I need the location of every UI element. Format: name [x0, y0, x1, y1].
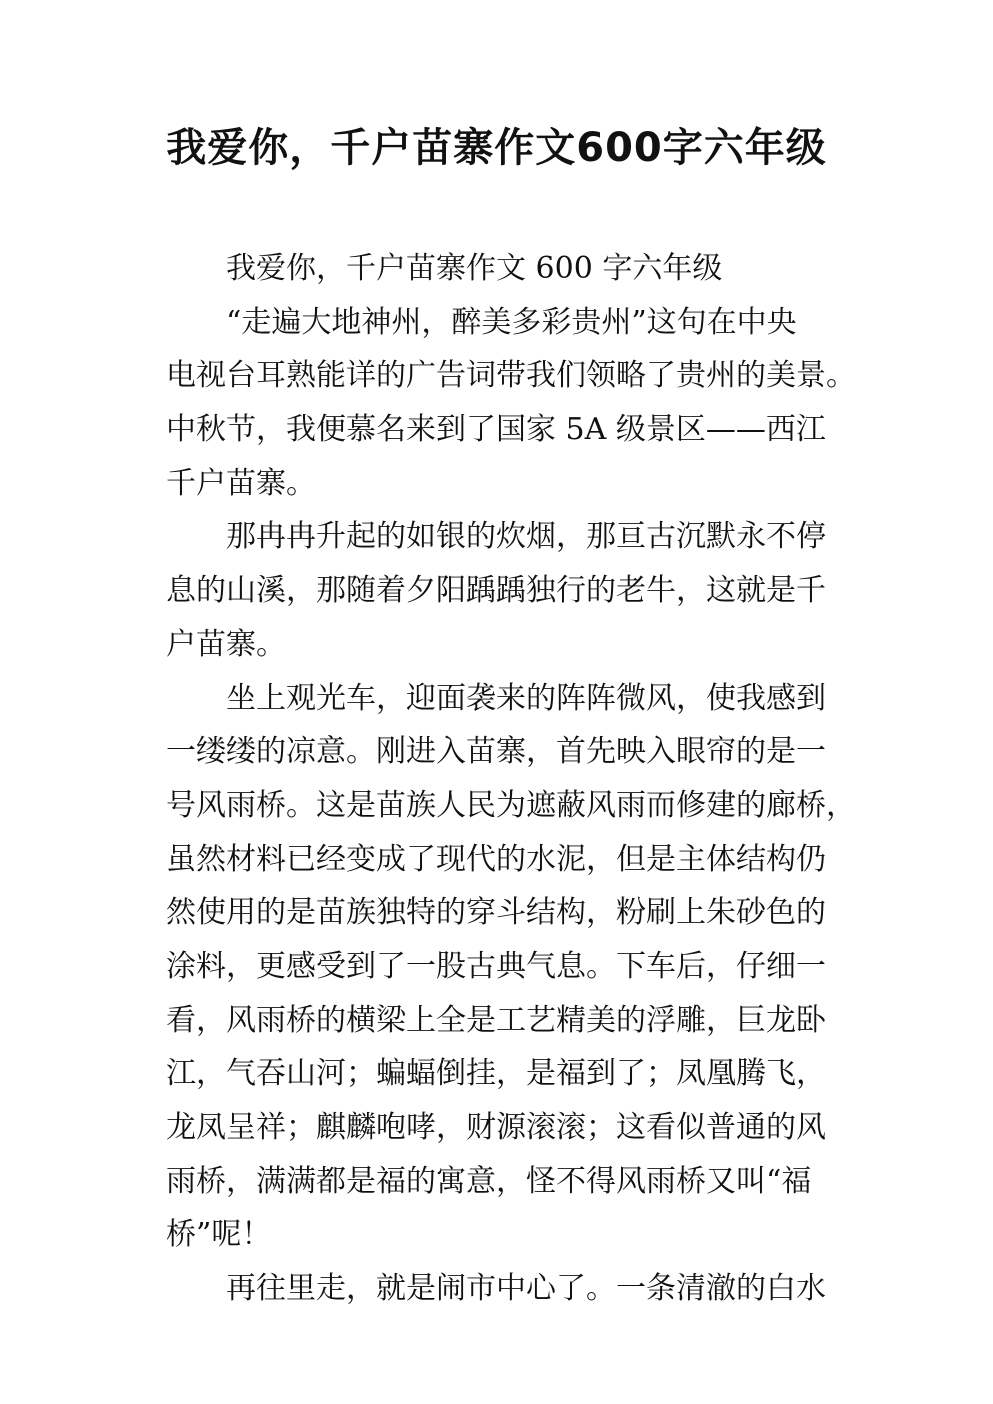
text-line: 然使用的是苗族独特的穿斗结构，粉刷上朱砂色的	[166, 895, 826, 931]
text-line: 息的山溪，那随着夕阳踽踽独行的老牛，这就是千	[166, 573, 826, 609]
text-line: 龙凤呈祥；麒麟咆哮，财源滚滚；这看似普通的风	[166, 1110, 826, 1145]
text-line: 涂料，更感受到了一股古典气息。下车后，仔细一	[166, 948, 826, 984]
text-line: 电视台耳熟能详的广告词带我们领略了贵州的美景。	[166, 358, 856, 394]
article-body	[166, 242, 856, 1316]
text-line: 那冉冉升起的如银的炊烟，那亘古沉默永不停	[226, 519, 826, 555]
text-line: 一缕缕的凉意。刚进入苗寨，首先映入眼帘的是一	[166, 734, 826, 770]
text-line: 看，风雨桥的横梁上全是工艺精美的浮雕，巨龙卧	[166, 1002, 826, 1038]
text-line: 再往里走，就是闹市中心了。一条清澈的白水	[226, 1271, 826, 1307]
document-title: 我爱你，千户苗寨作文600字六年级	[166, 125, 827, 171]
text-line: 我爱你，千户苗寨作文 600 字六年级	[226, 251, 723, 286]
text-line: 坐上观光车，迎面袭来的阵阵微风，使我感到	[226, 680, 826, 716]
text-line: 中秋节，我便慕名来到了国家 5A 级景区——西江	[166, 412, 826, 448]
text-line: 户苗寨。	[166, 626, 286, 662]
text-line: 虽然材料已经变成了现代的水泥，但是主体结构仍	[166, 841, 826, 877]
text-line: “走遍大地神州，醉美多彩贵州”这句在中央	[226, 304, 797, 340]
text-line: 雨桥，满满都是福的寓意，怪不得风雨桥又叫“福	[166, 1163, 812, 1199]
text-line: 千户苗寨。	[166, 465, 316, 501]
text-line: 号风雨桥。这是苗族人民为遮蔽风雨而修建的廊桥，	[166, 787, 856, 823]
text-line: 江，气吞山河；蝙蝠倒挂，是福到了；凤凰腾飞，	[166, 1056, 826, 1092]
text-line: 桥”呢！	[166, 1217, 272, 1253]
